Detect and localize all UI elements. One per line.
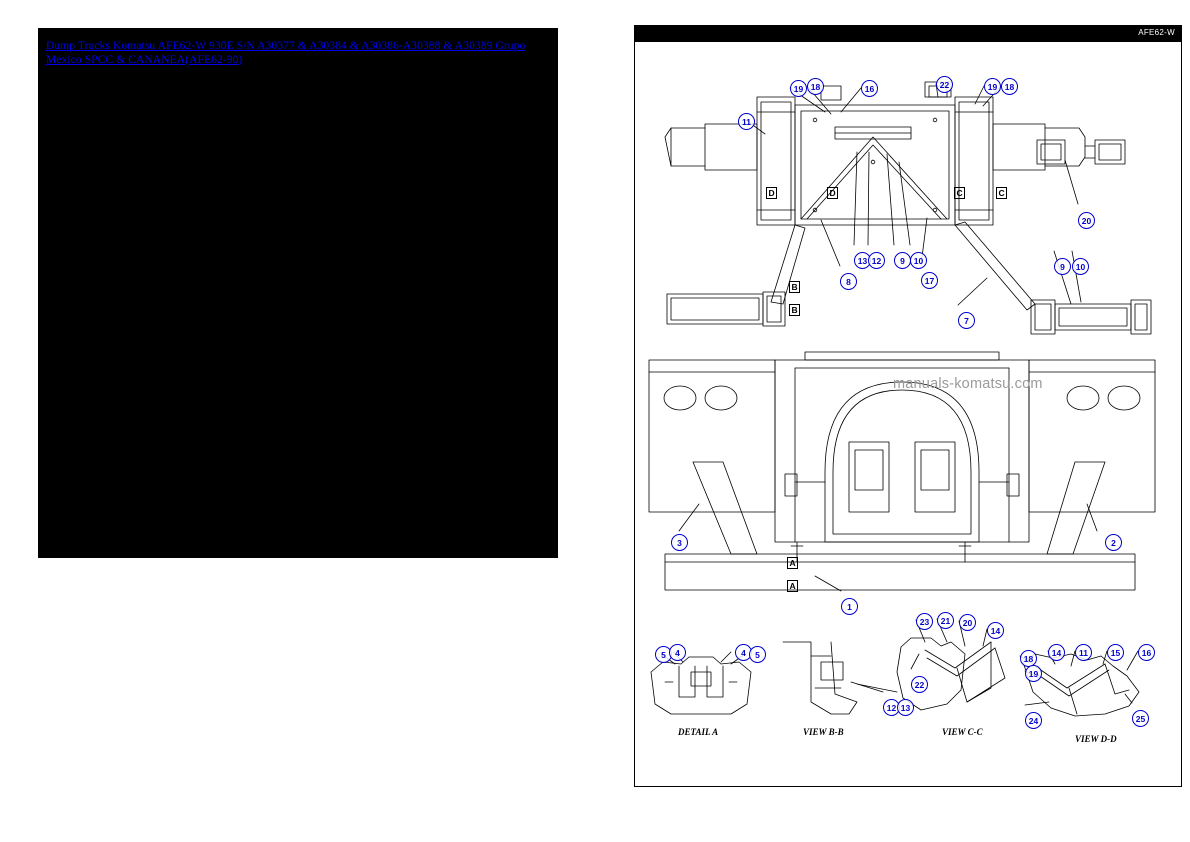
document-preview-panel — [38, 28, 558, 558]
part-callout-12[interactable]: 12 — [868, 252, 885, 269]
diagram-code-label: AFE62-W — [1138, 28, 1175, 37]
part-callout-1[interactable]: 1 — [841, 598, 858, 615]
section-letter: B — [789, 304, 800, 316]
parts-diagram-panel — [634, 25, 1182, 787]
part-callout-14[interactable]: 14 — [987, 622, 1004, 639]
part-callout-3[interactable]: 3 — [671, 534, 688, 551]
part-callout-24[interactable]: 24 — [1025, 712, 1042, 729]
part-callout-22[interactable]: 22 — [936, 76, 953, 93]
part-callout-4[interactable]: 4 — [735, 644, 752, 661]
view-label: DETAIL A — [678, 727, 719, 737]
part-callout-20[interactable]: 20 — [959, 614, 976, 631]
section-letter: C — [996, 187, 1007, 199]
part-callout-22[interactable]: 22 — [911, 676, 928, 693]
part-callout-5[interactable]: 5 — [655, 646, 672, 663]
part-callout-18[interactable]: 18 — [1001, 78, 1018, 95]
part-callout-8[interactable]: 8 — [840, 273, 857, 290]
part-callout-11[interactable]: 11 — [738, 113, 755, 130]
part-callout-23[interactable]: 23 — [916, 613, 933, 630]
part-callout-19[interactable]: 19 — [1025, 665, 1042, 682]
part-callout-7[interactable]: 7 — [958, 312, 975, 329]
part-callout-19[interactable]: 19 — [790, 80, 807, 97]
part-callout-19[interactable]: 19 — [984, 78, 1001, 95]
part-callout-18[interactable]: 18 — [1020, 650, 1037, 667]
part-callout-4[interactable]: 4 — [669, 644, 686, 661]
part-callout-15[interactable]: 15 — [1107, 644, 1124, 661]
section-letter: C — [954, 187, 965, 199]
section-letter: B — [789, 281, 800, 293]
document-title-link[interactable]: Dump Trucks Komatsu AFE62-W 930E S/N A30377 & A30384 & A30386-A30388 & A30389 Grupo Mexico SPCC & CANANEA(AFE62-90) — [46, 40, 526, 66]
part-callout-2[interactable]: 2 — [1105, 534, 1122, 551]
section-letter: A — [787, 557, 798, 569]
part-callout-10[interactable]: 10 — [1072, 258, 1089, 275]
part-callout-13[interactable]: 13 — [897, 699, 914, 716]
view-label: VIEW D-D — [1075, 734, 1117, 744]
part-callout-12[interactable]: 12 — [883, 699, 900, 716]
view-label: VIEW C-C — [942, 727, 983, 737]
diagram-header-bar — [635, 26, 1181, 42]
part-callout-11[interactable]: 11 — [1075, 644, 1092, 661]
technical-drawing — [635, 42, 1181, 786]
part-callout-16[interactable]: 16 — [861, 80, 878, 97]
part-callout-17[interactable]: 17 — [921, 272, 938, 289]
section-letter: D — [827, 187, 838, 199]
part-callout-5[interactable]: 5 — [749, 646, 766, 663]
section-letter: D — [766, 187, 777, 199]
part-callout-13[interactable]: 13 — [854, 252, 871, 269]
part-callout-25[interactable]: 25 — [1132, 710, 1149, 727]
part-callout-10[interactable]: 10 — [910, 252, 927, 269]
part-callout-20[interactable]: 20 — [1078, 212, 1095, 229]
part-callout-9[interactable]: 9 — [894, 252, 911, 269]
part-callout-14[interactable]: 14 — [1048, 644, 1065, 661]
part-callout-16[interactable]: 16 — [1138, 644, 1155, 661]
watermark-text: manuals-komatsu.com — [893, 376, 1043, 392]
part-callout-9[interactable]: 9 — [1054, 258, 1071, 275]
section-letter: A — [787, 580, 798, 592]
view-label: VIEW B-B — [803, 727, 844, 737]
part-callout-21[interactable]: 21 — [937, 612, 954, 629]
part-callout-18[interactable]: 18 — [807, 78, 824, 95]
